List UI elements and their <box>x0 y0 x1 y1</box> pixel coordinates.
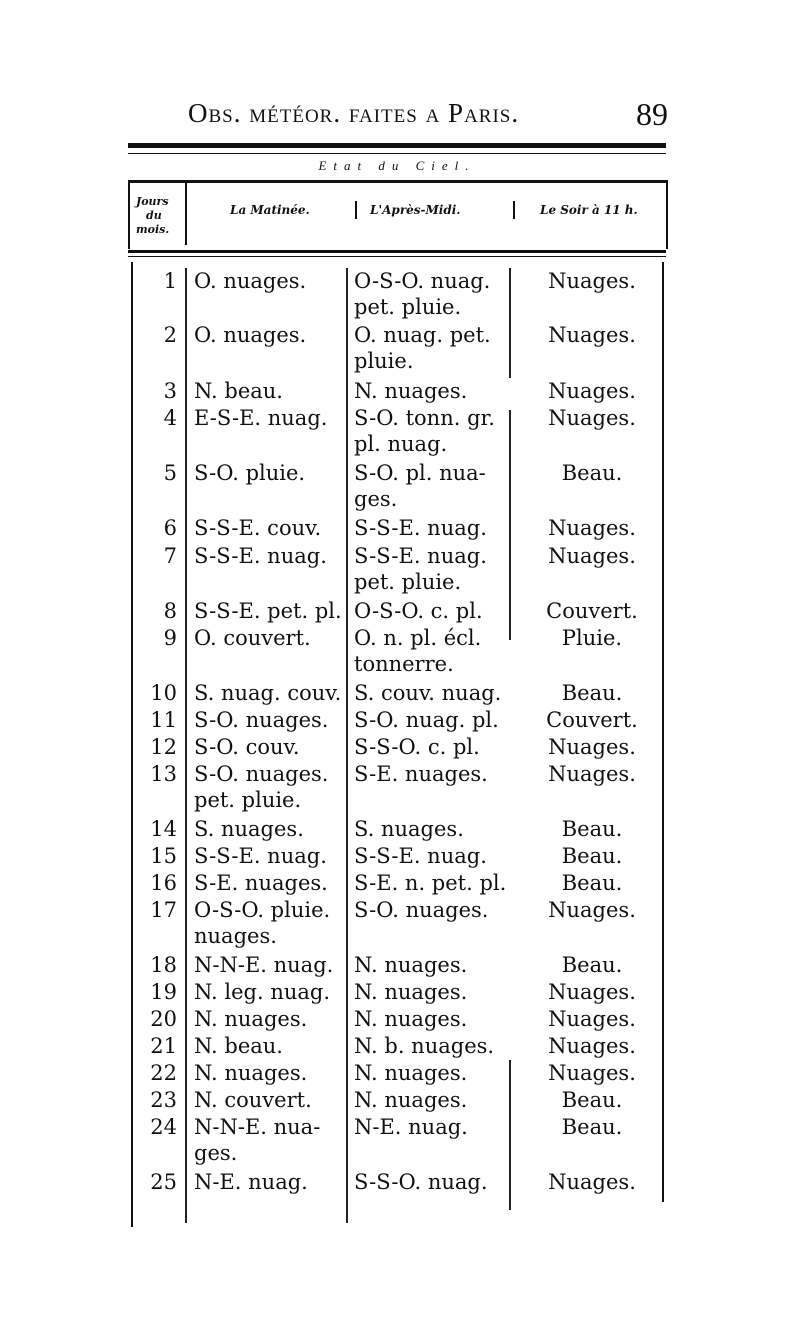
day-cell: 23 <box>150 1088 177 1112</box>
header-bottom-rule-thin <box>128 256 666 257</box>
apres-midi-cell: S-E. n. pet. pl. <box>354 871 507 895</box>
day-cell: 24 <box>150 1115 177 1139</box>
apres-midi-cell: O-S-O. nuag. pet. pluie. <box>354 269 491 319</box>
column-divider-matin <box>346 268 348 1223</box>
apres-midi-cell: N. nuages. <box>354 953 468 977</box>
apres-midi-cell: S-E. nuages. <box>354 762 488 786</box>
day-cell: 19 <box>150 980 177 1004</box>
matinee-cell: S-O. couv. <box>194 735 300 759</box>
apres-midi-cell: N. nuages. <box>354 1088 468 1112</box>
column-header-jours <box>136 195 182 237</box>
column-header-soir: Le Soir à 11 h. <box>540 203 638 217</box>
apres-midi-cell: S-O. nuag. pl. <box>354 708 499 732</box>
matinee-cell: O. nuages. <box>194 269 307 293</box>
day-cell: 10 <box>150 681 177 705</box>
day-cell: 2 <box>163 323 177 347</box>
column-divider <box>355 201 357 219</box>
matinee-cell: E-S-E. nuag. <box>194 406 328 430</box>
day-cell: 13 <box>150 762 177 786</box>
column-header-box <box>128 180 668 249</box>
matinee-cell: S-S-E. couv. <box>194 516 322 540</box>
column-divider <box>513 201 515 219</box>
soir-cell: Nuages. <box>548 1007 636 1031</box>
matinee-cell: S-O. pluie. <box>194 461 306 485</box>
day-cell: 1 <box>163 269 177 293</box>
apres-midi-cell: O-S-O. c. pl. <box>354 599 483 623</box>
apres-midi-cell: S-S-E. nuag. <box>354 516 487 540</box>
section-title: Etat du Ciel. <box>318 158 476 173</box>
header-bottom-rule <box>128 250 666 253</box>
matinee-cell: N. couvert. <box>194 1088 312 1112</box>
matinee-cell: N. beau. <box>194 1034 283 1058</box>
matinee-cell: O-S-O. pluie. nuages. <box>194 898 331 948</box>
column-divider <box>185 183 187 245</box>
soir-cell: Nuages. <box>548 269 636 293</box>
header-rule <box>128 143 666 148</box>
matinee-cell: S-O. nuages. <box>194 708 329 732</box>
soir-cell: Nuages. <box>548 1170 636 1194</box>
day-cell: 21 <box>150 1034 177 1058</box>
apres-midi-cell: O. nuag. pet. pluie. <box>354 323 491 373</box>
day-cell: 18 <box>150 953 177 977</box>
apres-midi-cell: S-O. tonn. gr. pl. nuag. <box>354 406 495 456</box>
day-cell: 14 <box>150 817 177 841</box>
matinee-cell: N. leg. nuag. <box>194 980 331 1004</box>
day-cell: 25 <box>150 1170 177 1194</box>
matinee-cell: N. nuages. <box>194 1061 308 1085</box>
matinee-cell: O. nuages. <box>194 323 307 347</box>
soir-cell: Nuages. <box>548 762 636 786</box>
day-cell: 3 <box>163 379 177 403</box>
soir-cell: Couvert. <box>546 708 638 732</box>
soir-cell: Nuages. <box>548 980 636 1004</box>
running-title: Obs. météor. faites a Paris. <box>188 98 520 128</box>
matinee-cell: S-S-E. nuag. <box>194 844 327 868</box>
day-cell: 11 <box>150 708 177 732</box>
matinee-cell: N-N-E. nua- ges. <box>194 1115 321 1165</box>
day-cell: 7 <box>163 544 177 568</box>
column-header-matinee: La Matinée. <box>230 203 310 217</box>
day-cell: 22 <box>150 1061 177 1085</box>
day-cell: 12 <box>150 735 177 759</box>
apres-midi-cell: N. nuages. <box>354 980 468 1004</box>
soir-cell: Nuages. <box>548 1061 636 1085</box>
soir-cell: Nuages. <box>548 1034 636 1058</box>
soir-cell: Beau. <box>561 844 623 868</box>
soir-cell: Beau. <box>561 1115 623 1139</box>
apres-midi-cell: S-S-O. nuag. <box>354 1170 488 1194</box>
soir-cell: Beau. <box>561 681 623 705</box>
apres-midi-cell: S-S-E. nuag. pet. pluie. <box>354 544 487 594</box>
soir-cell: Nuages. <box>548 379 636 403</box>
soir-cell: Pluie. <box>561 626 623 650</box>
matinee-cell: S. nuag. couv. <box>194 681 342 705</box>
soir-cell: Nuages. <box>548 898 636 922</box>
soir-cell: Nuages. <box>548 735 636 759</box>
day-cell: 20 <box>150 1007 177 1031</box>
day-cell: 8 <box>163 599 177 623</box>
matinee-cell: N. nuages. <box>194 1007 308 1031</box>
soir-cell: Nuages. <box>548 323 636 347</box>
matinee-cell: S-S-E. nuag. <box>194 544 327 568</box>
soir-cell: Beau. <box>561 817 623 841</box>
apres-midi-cell: S. couv. nuag. <box>354 681 502 705</box>
apres-midi-cell: S-S-O. c. pl. <box>354 735 480 759</box>
day-cell: 9 <box>163 626 177 650</box>
apres-midi-cell: N. nuages. <box>354 1007 468 1031</box>
day-cell: 4 <box>163 406 177 430</box>
apres-midi-cell: S. nuages. <box>354 817 464 841</box>
column-divider-day <box>185 268 187 1223</box>
apres-midi-cell: N. nuages. <box>354 1061 468 1085</box>
day-cell: 17 <box>150 898 177 922</box>
jours-line-2: du <box>146 209 162 222</box>
apres-midi-cell: N. nuages. <box>354 379 468 403</box>
column-header-apres-midi: L'Après-Midi. <box>370 203 461 217</box>
header-rule-thin <box>128 153 666 154</box>
day-cell: 15 <box>150 844 177 868</box>
soir-cell: Beau. <box>561 871 623 895</box>
page-number: 89 <box>636 96 668 132</box>
apres-midi-cell: N-E. nuag. <box>354 1115 468 1139</box>
day-cell: 16 <box>150 871 177 895</box>
apres-midi-cell: S-S-E. nuag. <box>354 844 487 868</box>
soir-cell: Beau. <box>561 953 623 977</box>
day-cell: 5 <box>163 461 177 485</box>
soir-cell: Beau. <box>561 461 623 485</box>
soir-cell: Nuages. <box>548 406 636 430</box>
apres-midi-cell: S-O. nuages. <box>354 898 489 922</box>
apres-midi-cell: N. b. nuages. <box>354 1034 495 1058</box>
matinee-cell: N-N-E. nuag. <box>194 953 334 977</box>
soir-cell: Beau. <box>561 1088 623 1112</box>
jours-line-1: Jours <box>136 195 169 208</box>
jours-line-3: mois. <box>136 223 170 236</box>
matinee-cell: N-E. nuag. <box>194 1170 308 1194</box>
running-head <box>188 98 668 138</box>
matinee-cell: N. beau. <box>194 379 283 403</box>
matinee-cell: S-S-E. pet. pl. <box>194 599 342 623</box>
day-cell: 6 <box>163 516 177 540</box>
apres-midi-cell: S-O. pl. nua- ges. <box>354 461 486 511</box>
matinee-cell: S-O. nuages. pet. pluie. <box>194 762 329 812</box>
soir-cell: Couvert. <box>546 599 638 623</box>
soir-cell: Nuages. <box>548 516 636 540</box>
matinee-cell: O. couvert. <box>194 626 311 650</box>
soir-cell: Nuages. <box>548 544 636 568</box>
matinee-cell: S-E. nuages. <box>194 871 328 895</box>
apres-midi-cell: O. n. pl. écl. tonnerre. <box>354 626 482 676</box>
matinee-cell: S. nuages. <box>194 817 304 841</box>
